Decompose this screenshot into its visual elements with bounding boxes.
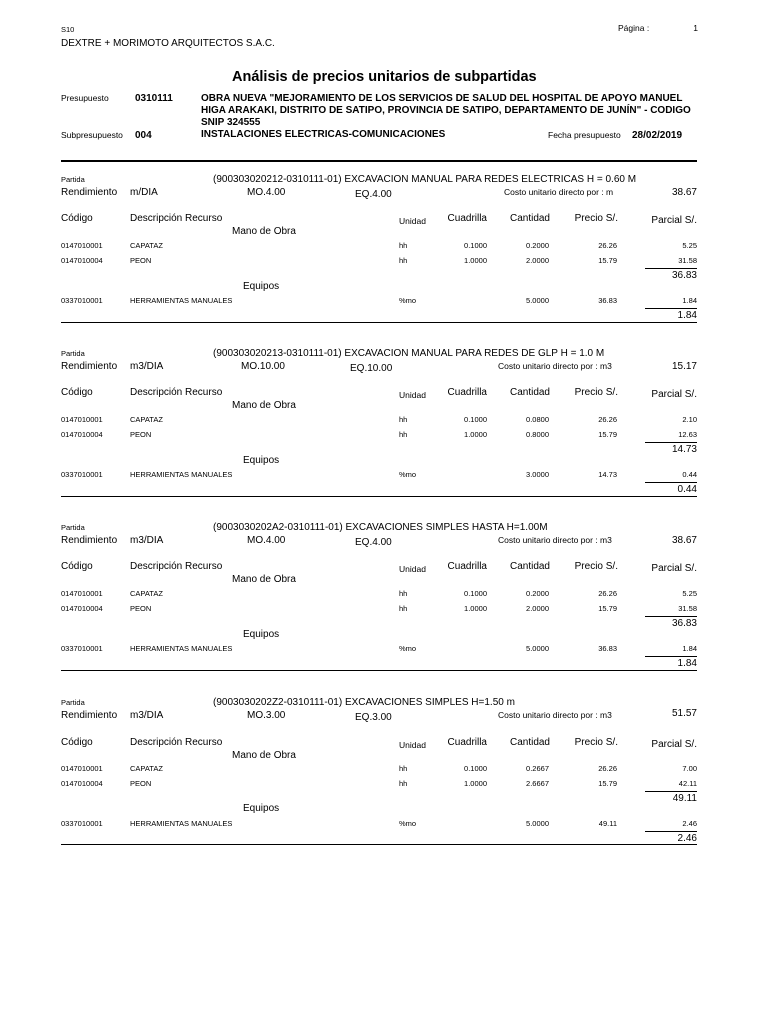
row-precio: 26.26 (598, 241, 617, 250)
labor-subtotal: 14.73 (671, 444, 697, 455)
eq-value: EQ.3.00 (355, 712, 392, 723)
col-cantidad: Cantidad (509, 737, 550, 748)
row-cuadrilla: 1.0000 (464, 256, 487, 265)
section-divider (61, 322, 697, 323)
row-parcial: 7.00 (682, 764, 697, 773)
equipos-subtotal: 2.46 (677, 833, 697, 844)
row-cantidad: 0.0800 (526, 415, 549, 424)
row-precio: 15.79 (598, 779, 617, 788)
eq-value: EQ.10.00 (350, 363, 393, 374)
row-parcial: 31.58 (678, 604, 697, 613)
rendimiento-label: Rendimiento (61, 710, 118, 721)
row-precio: 26.26 (598, 764, 617, 773)
mano-de-obra-heading: Mano de Obra (232, 574, 296, 585)
col-descripcion: Descripción Recurso (130, 387, 223, 398)
row-unidad: %mo (399, 819, 417, 828)
row-cantidad: 0.2667 (526, 764, 549, 773)
row-codigo: 0147010004 (61, 779, 103, 788)
company-name: DEXTRE + MORIMOTO ARQUITECTOS S.A.C. (61, 38, 275, 49)
row-parcial: 0.44 (682, 470, 697, 479)
subtotal-rule (645, 268, 697, 269)
row-precio: 26.26 (598, 415, 617, 424)
row-cantidad: 2.0000 (526, 604, 549, 613)
row-codigo: 0147010001 (61, 589, 103, 598)
row-cantidad: 0.2000 (526, 589, 549, 598)
row-precio: 49.11 (598, 819, 617, 828)
row-cantidad: 5.0000 (526, 296, 549, 305)
report-code: S10 (61, 25, 75, 34)
labor-subtotal: 36.83 (671, 270, 697, 281)
row-cantidad: 0.2000 (526, 241, 549, 250)
costo-value: 38.67 (671, 535, 697, 546)
subtotal-rule (645, 308, 697, 309)
rendimiento-label: Rendimiento (61, 361, 118, 372)
col-codigo: Código (61, 737, 93, 748)
section-divider (61, 670, 697, 671)
row-parcial: 31.58 (678, 256, 697, 265)
presupuesto-label: Presupuesto (61, 93, 109, 103)
partida-label: Partida (61, 175, 85, 184)
row-cantidad: 0.8000 (526, 430, 549, 439)
equipos-subtotal: 1.84 (677, 310, 697, 321)
fecha-presupuesto-label: Fecha presupuesto (548, 130, 621, 140)
subpresupuesto-desc: INSTALACIONES ELECTRICAS-COMUNICACIONES (201, 129, 446, 140)
partida-desc: (9003030202A2-0310111-01) EXCAVACIONES SIMPLES HASTA H=1.00M (213, 522, 548, 533)
row-cuadrilla: 1.0000 (464, 779, 487, 788)
equipos-subtotal: 0.44 (677, 484, 697, 495)
costo-label: Costo unitario directo por : m (504, 187, 614, 197)
rendimiento-unit: m3/DIA (130, 361, 164, 372)
subtotal-rule (645, 442, 697, 443)
row-unidad: hh (399, 430, 408, 439)
row-desc: HERRAMIENTAS MANUALES (130, 644, 233, 653)
equipos-heading: Equipos (243, 455, 280, 466)
equipos-heading: Equipos (243, 803, 280, 814)
col-codigo: Código (61, 387, 93, 398)
row-parcial: 2.46 (682, 819, 697, 828)
row-desc: PEON (130, 430, 152, 439)
section-divider (61, 496, 697, 497)
row-codigo: 0337010001 (61, 470, 103, 479)
mano-de-obra-heading: Mano de Obra (232, 400, 296, 411)
rendimiento-label: Rendimiento (61, 187, 118, 198)
page-title: Análisis de precios unitarios de subpartidas (232, 69, 537, 85)
row-unidad: hh (399, 256, 408, 265)
col-parcial: Parcial S/. (651, 563, 697, 574)
col-precio: Precio S/. (574, 737, 618, 748)
row-codigo: 0147010004 (61, 256, 103, 265)
col-cantidad: Cantidad (509, 213, 550, 224)
subpresupuesto-label: Subpresupuesto (61, 130, 123, 140)
col-cuadrilla: Cuadrilla (447, 387, 487, 398)
page-label: Página : (618, 23, 650, 33)
row-cantidad: 5.0000 (526, 819, 549, 828)
row-precio: 15.79 (598, 256, 617, 265)
col-cantidad: Cantidad (509, 561, 550, 572)
row-parcial: 5.25 (682, 589, 697, 598)
presupuesto-desc-line-3: SNIP 324555 (201, 117, 261, 128)
col-codigo: Código (61, 561, 93, 572)
col-parcial: Parcial S/. (651, 739, 697, 750)
rendimiento-unit: m3/DIA (130, 710, 164, 721)
col-precio: Precio S/. (574, 387, 618, 398)
row-desc: CAPATAZ (130, 241, 163, 250)
col-cuadrilla: Cuadrilla (447, 737, 487, 748)
presupuesto-desc-line-2: HIGA ARAKAKI, DISTRITO DE SATIPO, PROVINCIA DE SATIPO, DEPARTAMENTO DE JUNÍN" - CODIGO (201, 105, 691, 116)
col-cantidad: Cantidad (509, 387, 550, 398)
equipos-subtotal: 1.84 (677, 658, 697, 669)
labor-subtotal: 49.11 (672, 793, 697, 804)
mo-value: MO.3.00 (247, 710, 286, 721)
row-codigo: 0337010001 (61, 296, 103, 305)
fecha-presupuesto-value: 28/02/2019 (632, 130, 683, 141)
row-cuadrilla: 0.1000 (464, 764, 487, 773)
row-desc: CAPATAZ (130, 589, 163, 598)
partida-label: Partida (61, 523, 85, 532)
row-unidad: %mo (399, 470, 417, 479)
eq-value: EQ.4.00 (355, 189, 392, 200)
row-unidad: hh (399, 764, 408, 773)
mo-value: MO.4.00 (247, 535, 286, 546)
row-cantidad: 3.0000 (526, 470, 549, 479)
row-cuadrilla: 0.1000 (464, 415, 487, 424)
col-unidad: Unidad (399, 390, 426, 400)
col-descripcion: Descripción Recurso (130, 737, 223, 748)
col-unidad: Unidad (399, 564, 426, 574)
row-desc: HERRAMIENTAS MANUALES (130, 819, 233, 828)
col-precio: Precio S/. (574, 213, 618, 224)
partida-desc: (9003030202Z2-0310111-01) EXCAVACIONES SIMPLES H=1.50 m (213, 697, 515, 708)
row-precio: 26.26 (598, 589, 617, 598)
row-codigo: 0147010001 (61, 764, 103, 773)
mo-value: MO.4.00 (247, 187, 286, 198)
costo-label: Costo unitario directo por : m3 (498, 361, 612, 371)
row-codigo: 0337010001 (61, 819, 103, 828)
row-cantidad: 2.0000 (526, 256, 549, 265)
mano-de-obra-heading: Mano de Obra (232, 226, 296, 237)
row-precio: 15.79 (598, 604, 617, 613)
mano-de-obra-heading: Mano de Obra (232, 750, 296, 761)
col-unidad: Unidad (399, 216, 426, 226)
row-parcial: 42.11 (678, 779, 697, 788)
row-precio: 36.83 (598, 644, 617, 653)
presupuesto-code: 0310111 (135, 93, 173, 104)
row-unidad: hh (399, 241, 408, 250)
row-cantidad: 2.6667 (526, 779, 549, 788)
row-unidad: hh (399, 604, 408, 613)
rendimiento-label: Rendimiento (61, 535, 118, 546)
row-precio: 14.73 (598, 470, 617, 479)
row-desc: CAPATAZ (130, 764, 163, 773)
col-precio: Precio S/. (574, 561, 618, 572)
row-desc: PEON (130, 604, 152, 613)
col-parcial: Parcial S/. (651, 215, 697, 226)
subtotal-rule (645, 482, 697, 483)
partida-label: Partida (61, 698, 85, 707)
row-cuadrilla: 0.1000 (464, 589, 487, 598)
row-cuadrilla: 0.1000 (464, 241, 487, 250)
eq-value: EQ.4.00 (355, 537, 392, 548)
col-parcial: Parcial S/. (651, 389, 697, 400)
partida-desc: (900303020212-0310111-01) EXCAVACION MANUAL PARA REDES ELECTRICAS H = 0.60 M (213, 174, 637, 185)
page-number: 1 (693, 23, 698, 33)
row-cuadrilla: 1.0000 (464, 430, 487, 439)
row-desc: HERRAMIENTAS MANUALES (130, 470, 233, 479)
costo-value: 51.57 (671, 708, 697, 719)
header-divider (61, 160, 697, 162)
costo-value: 15.17 (671, 361, 697, 372)
col-unidad: Unidad (399, 740, 426, 750)
row-cantidad: 5.0000 (526, 644, 549, 653)
costo-label: Costo unitario directo por : m3 (498, 710, 612, 720)
col-descripcion: Descripción Recurso (130, 213, 223, 224)
row-parcial: 1.84 (682, 296, 697, 305)
row-unidad: hh (399, 779, 408, 788)
subtotal-rule (645, 791, 697, 792)
partida-label: Partida (61, 349, 85, 358)
rendimiento-unit: m3/DIA (130, 535, 164, 546)
costo-value: 38.67 (671, 187, 697, 198)
equipos-heading: Equipos (243, 281, 280, 292)
row-codigo: 0147010001 (61, 241, 103, 250)
col-codigo: Código (61, 213, 93, 224)
row-parcial: 2.10 (682, 415, 697, 424)
mo-value: MO.10.00 (241, 361, 285, 372)
section-divider (61, 844, 697, 845)
col-cuadrilla: Cuadrilla (447, 561, 487, 572)
row-codigo: 0147010004 (61, 430, 103, 439)
row-parcial: 1.84 (682, 644, 697, 653)
row-parcial: 12.63 (678, 430, 697, 439)
row-cuadrilla: 1.0000 (464, 604, 487, 613)
row-desc: CAPATAZ (130, 415, 163, 424)
equipos-heading: Equipos (243, 629, 280, 640)
row-unidad: %mo (399, 644, 417, 653)
subpresupuesto-code: 004 (135, 130, 152, 141)
row-desc: PEON (130, 779, 152, 788)
row-unidad: hh (399, 415, 408, 424)
col-cuadrilla: Cuadrilla (447, 213, 487, 224)
partida-desc: (900303020213-0310111-01) EXCAVACION MANUAL PARA REDES DE GLP H = 1.0 M (213, 348, 605, 359)
subtotal-rule (645, 616, 697, 617)
row-precio: 36.83 (598, 296, 617, 305)
row-desc: PEON (130, 256, 152, 265)
row-codigo: 0337010001 (61, 644, 103, 653)
subtotal-rule (645, 656, 697, 657)
rendimiento-unit: m/DIA (130, 187, 158, 198)
row-parcial: 5.25 (682, 241, 697, 250)
row-codigo: 0147010004 (61, 604, 103, 613)
row-unidad: hh (399, 589, 408, 598)
col-descripcion: Descripción Recurso (130, 561, 223, 572)
labor-subtotal: 36.83 (671, 618, 697, 629)
row-precio: 15.79 (598, 430, 617, 439)
row-desc: HERRAMIENTAS MANUALES (130, 296, 233, 305)
presupuesto-desc-line-1: OBRA NUEVA "MEJORAMIENTO DE LOS SERVICIOS DE SALUD DEL HOSPITAL DE APOYO MANUEL (201, 93, 683, 104)
row-codigo: 0147010001 (61, 415, 103, 424)
row-unidad: %mo (399, 296, 417, 305)
subtotal-rule (645, 831, 697, 832)
costo-label: Costo unitario directo por : m3 (498, 535, 612, 545)
